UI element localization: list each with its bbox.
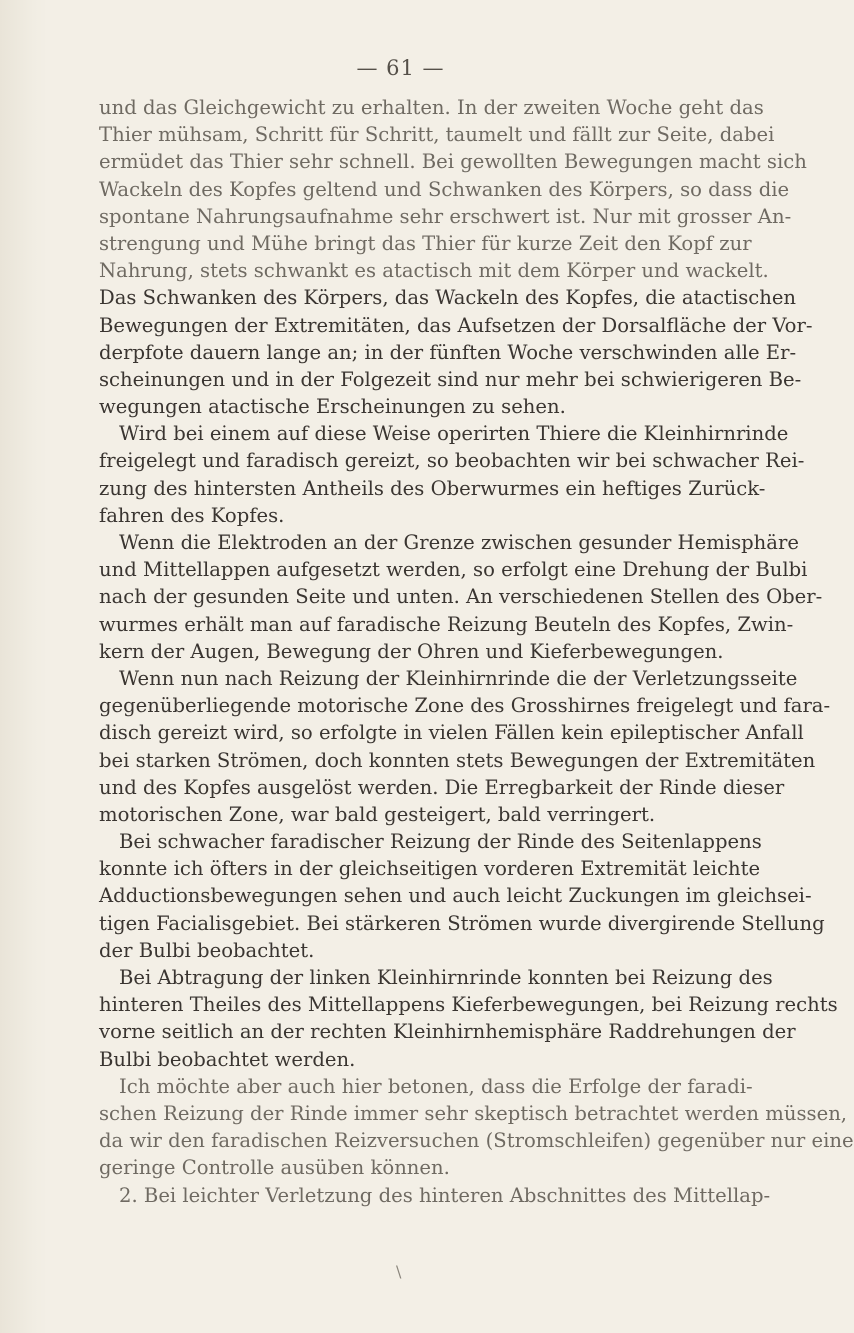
text-line: 2. Bei leichter Verletzung des hinteren Abschnittes des Mittellap-: [119, 1183, 771, 1207]
text-line: motorischen Zone, war bald gesteigert, bald verringert.: [99, 802, 656, 826]
text-line: geringe Controlle ausüben können.: [99, 1156, 450, 1180]
text-line: Bei schwacher faradischer Reizung der Rinde des Seitenlappens: [119, 830, 762, 854]
text-line: Wackeln des Kopfes geltend und Schwanken des Körpers, so dass die: [99, 177, 790, 201]
text-line: und Mittellappen aufgesetzt werden, so erfolgt eine Drehung der Bulbi: [99, 558, 808, 582]
text-line: bei starken Strömen, doch konnten stets Bewegungen der Extremitäten: [99, 748, 816, 772]
text-line: nach der gesunden Seite und unten. An verschiedenen Stellen des Ober-: [99, 585, 823, 609]
text-line: Wenn die Elektroden an der Grenze zwischen gesunder Hemisphäre: [119, 531, 799, 554]
text-line: Das Schwanken des Körpers, das Wackeln des Kopfes, die atactischen: [99, 286, 797, 310]
text-line: tigen Facialisgebiet. Bei stärkeren Strömen wurde divergirende Stellung: [99, 911, 825, 935]
text-line: strengung und Mühe bringt das Thier für kurze Zeit den Kopf zur: [99, 231, 752, 255]
text-line: Thier mühsam, Schritt für Schritt, taumelt und fällt zur Seite, dabei: [99, 123, 775, 147]
text-line: Ich möchte aber auch hier betonen, dass die Erfolge der faradi-: [119, 1074, 753, 1098]
text-line: derpfote dauern lange an; in der fünften Woche verschwinden alle Er-: [99, 340, 797, 364]
text-line: hinteren Theiles des Mittellappens Kieferbewegungen, bei Reizung rechts: [99, 993, 838, 1017]
text-line: Wird bei einem auf diese Weise operirten Thiere die Kleinhirnrinde: [119, 422, 789, 446]
text-line: gegenüberliegende motorische Zone des Grosshirnes freigelegt und fara-: [99, 694, 831, 718]
text-line: und des Kopfes ausgelöst werden. Die Erregbarkeit der Rinde dieser: [99, 775, 785, 799]
text-line: konnte ich öfters in der gleichseitigen vorderen Extremität leichte: [99, 857, 761, 881]
text-line: ermüdet das Thier sehr schnell. Bei gewollten Bewegungen macht sich: [99, 150, 807, 174]
text-line: Nahrung, stets schwankt es atactisch mit dem Körper und wackelt.: [99, 259, 769, 283]
text-line: kern der Augen, Bewegung der Ohren und Kieferbewegungen.: [99, 639, 724, 663]
text-line: Adductionsbewegungen sehen und auch leicht Zuckungen im gleichsei-: [99, 884, 812, 908]
text-line: schen Reizung der Rinde immer sehr skeptisch betrachtet werden müssen,: [99, 1101, 848, 1125]
stray-mark: \: [396, 1262, 402, 1281]
text-line: scheinungen und in der Folgezeit sind nur mehr bei schwierigeren Be-: [99, 367, 802, 391]
text-line: der Bulbi beobachtet.: [99, 938, 315, 962]
text-line: disch gereizt wird, so erfolgte in vielen Fällen kein epileptischer Anfall: [99, 721, 804, 745]
body-text: [99, 94, 854, 1209]
text-line: fahren des Kopfes.: [99, 503, 285, 527]
text-line: wurmes erhält man auf faradische Reizung Beuteln des Kopfes, Zwin-: [99, 612, 794, 636]
text-line: und das Gleichgewicht zu erhalten. In der zweiten Woche geht das: [99, 96, 764, 119]
text-line: freigelegt und faradisch gereizt, so beobachten wir bei schwacher Rei-: [99, 449, 805, 473]
text-line: da wir den faradischen Reizversuchen (Stromschleifen) gegenüber nur eine: [99, 1129, 854, 1153]
text-line: Bulbi beobachtet werden.: [99, 1047, 356, 1071]
text-line: wegungen atactische Erscheinungen zu sehen.: [99, 395, 566, 419]
text-line: vorne seitlich an der rechten Kleinhirnhemisphäre Raddrehungen der: [99, 1020, 796, 1044]
text-line: Wenn nun nach Reizung der Kleinhirnrinde die der Verletzungsseite: [119, 666, 798, 690]
text-line: spontane Nahrungsaufnahme sehr erschwert ist. Nur mit grosser An-: [99, 204, 792, 228]
text-line: Bei Abtragung der linken Kleinhirnrinde konnten bei Reizung des: [119, 966, 773, 989]
page-number-header: — 61 —: [356, 56, 445, 80]
text-line: zung des hintersten Antheils des Oberwurmes ein heftiges Zurück-: [99, 476, 766, 500]
page-edge-shadow: [0, 0, 48, 1333]
text-line: Bewegungen der Extremitäten, das Aufsetzen der Dorsalfläche der Vor-: [99, 313, 813, 337]
